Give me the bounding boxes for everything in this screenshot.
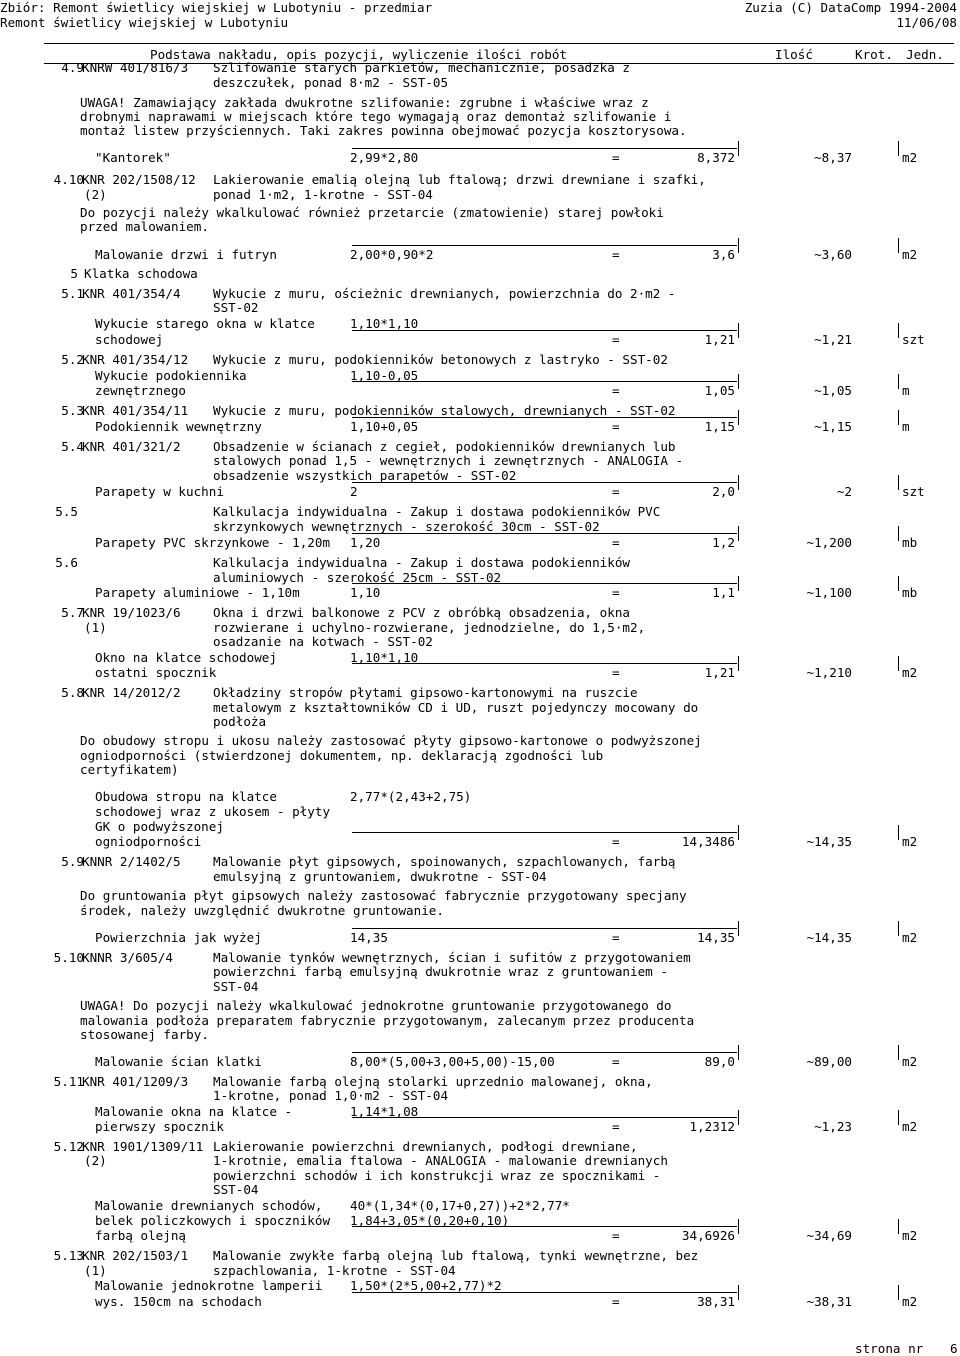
item-description: 1-krotne, ponad 1,0·m2 - SST-04: [213, 1088, 449, 1103]
item-number: 5.13: [53, 1248, 84, 1263]
unit-label: m2: [902, 1294, 918, 1309]
column-divider: [898, 656, 899, 671]
measurement-underline: [352, 330, 737, 331]
column-description: Podstawa nakładu, opis pozycji, wyliczenie ilości robót: [150, 47, 568, 62]
rounded-value: ~14,35: [806, 834, 852, 849]
measurement-label: Okno na klatce schodowej: [95, 650, 277, 665]
column-unit: Jedn.: [906, 47, 944, 62]
unit-label: m2: [902, 247, 918, 262]
measurement-underline: [352, 417, 737, 418]
column-quantity: Ilość: [775, 47, 813, 62]
quantity-value: 89,0: [704, 1054, 735, 1069]
item-description: deszczułek, ponad 8·m2 - SST-05: [213, 75, 449, 90]
header-top-rule: [44, 43, 954, 44]
unit-label: mb: [902, 535, 918, 550]
quantity-value: 1,15: [704, 419, 735, 434]
measurement-label: Wykucie starego okna w klatce: [95, 316, 315, 331]
column-divider: [738, 526, 739, 541]
item-note: drobnymi naprawami w miejscach które tego wymagają oraz demontaż szlifowanie i: [80, 109, 672, 124]
column-divider: [738, 921, 739, 936]
unit-label: m: [902, 383, 910, 398]
item-note: Do pozycji należy wkalkulować również przetarcie (zmatowienie) starej powłoki: [80, 205, 664, 220]
item-number: 5.3: [61, 403, 84, 418]
column-divider: [898, 1285, 899, 1300]
item-description: Lakierowanie emalią olejną lub ftalową; drzwi drewniane i szafki,: [213, 172, 706, 187]
item-description: SST-02: [213, 300, 259, 315]
item-number: 5.6: [55, 555, 78, 570]
quantity-value: 3,6: [712, 247, 735, 262]
quantity-formula: 1,10: [350, 585, 381, 600]
unit-label: m2: [902, 930, 918, 945]
equals-sign: =: [612, 332, 620, 347]
section-title: Klatka schodowa: [84, 266, 198, 281]
measurement-label: Powierzchnia jak wyżej: [95, 930, 262, 945]
measurement-label: "Kantorek": [95, 150, 171, 165]
item-description: Lakierowanie powierzchni drewnianych, podłogi drewniane,: [213, 1139, 638, 1154]
equals-sign: =: [612, 1294, 620, 1309]
equals-sign: =: [612, 484, 620, 499]
item-note: malowania podłoża preparatem fabrycznie przygotowanym, zalecanym przez producenta: [80, 1013, 695, 1028]
quantity-formula: 2: [350, 484, 358, 499]
equals-sign: =: [612, 150, 620, 165]
quantity-formula: 1,14*1,08: [350, 1104, 419, 1119]
item-description: Kalkulacja indywidualna - Zakup i dostawa podokienników: [213, 555, 631, 570]
quantity-formula: 2,77*(2,43+2,75): [350, 789, 472, 804]
quantity-formula: 1,10-0,05: [350, 368, 419, 383]
equals-sign: =: [612, 247, 620, 262]
measurement-label: Parapety aluminiowe - 1,10m: [95, 585, 300, 600]
quantity-formula: 1,20: [350, 535, 381, 550]
quantity-formula: 8,00*(5,00+3,00+5,00)-15,00: [350, 1054, 555, 1069]
rounded-value: ~1,23: [814, 1119, 852, 1134]
item-number: 4.9: [61, 60, 84, 75]
column-divider: [738, 475, 739, 490]
unit-label: mb: [902, 585, 918, 600]
item-description: metalowym z kształtowników CD i UD, ruszt pojedynczy mocowany do: [213, 700, 699, 715]
item-number: 5.2: [61, 352, 84, 367]
quantity-value: 14,35: [697, 930, 735, 945]
quantity-value: 1,2312: [689, 1119, 735, 1134]
unit-label: m2: [902, 150, 918, 165]
print-date: 11/06/08: [896, 15, 957, 30]
item-note: Do gruntowania płyt gipsowych należy zastosować fabrycznie przygotowany specjany: [80, 888, 687, 903]
quantity-formula: 2,00*0,90*2: [350, 247, 434, 262]
software-name: Zuzia (C) DataComp 1994-2004: [744, 0, 957, 15]
quantity-formula: 1,10*1,10: [350, 650, 419, 665]
column-divider: [898, 323, 899, 338]
measurement-label: Obudowa stropu na klatce: [95, 789, 277, 804]
measurement-underline: [352, 832, 737, 833]
measurement-label: GK o podwyższonej: [95, 819, 224, 834]
item-note: Do obudowy stropu i ukosu należy zastosować płyty gipsowo-kartonowe o podwyższonej: [80, 733, 702, 748]
measurement-label: Malowanie drewnianych schodów,: [95, 1198, 323, 1213]
item-description: osadzanie na kotwach - SST-02: [213, 634, 433, 649]
measurement-label: ostatni spocznik: [95, 665, 217, 680]
item-description: szpachlowania, 1-krotne - SST-04: [213, 1263, 456, 1278]
item-number: 5.1: [61, 286, 84, 301]
item-description: SST-04: [213, 979, 259, 994]
measurement-underline: [352, 1052, 737, 1053]
norm-code: KNR 202/1508/12: [82, 172, 196, 187]
measurement-underline: [352, 245, 737, 246]
column-divider: [898, 475, 899, 490]
quantity-formula: 1,10+0,05: [350, 419, 419, 434]
measurement-label: Malowanie drzwi i futryn: [95, 247, 277, 262]
measurement-label: Parapety w kuchni: [95, 484, 224, 499]
column-divider: [898, 1219, 899, 1234]
rounded-value: ~1,200: [806, 535, 852, 550]
measurement-underline: [352, 1292, 737, 1293]
measurement-label: Wykucie podokiennika: [95, 368, 247, 383]
equals-sign: =: [612, 665, 620, 680]
measurement-label: zewnętrznego: [95, 383, 186, 398]
item-note: certyfikatem): [80, 762, 179, 777]
item-note: UWAGA! Do pozycji należy wkalkulować jednokrotne gruntowanie przygotowanego do: [80, 998, 672, 1013]
measurement-label: belek policzkowych i spoczników: [95, 1213, 331, 1228]
unit-label: m2: [902, 1054, 918, 1069]
column-divider: [898, 238, 899, 253]
norm-code: KNR 401/354/4: [82, 286, 181, 301]
item-number: 5.5: [55, 504, 78, 519]
column-divider: [898, 1045, 899, 1060]
rounded-value: ~8,37: [814, 150, 852, 165]
norm-variant: (1): [84, 620, 107, 635]
norm-code: KNR 1901/1309/11: [82, 1139, 204, 1154]
rounded-value: ~1,100: [806, 585, 852, 600]
norm-code: KNR 14/2012/2: [82, 685, 181, 700]
measurement-underline: [352, 1226, 737, 1227]
column-divider: [898, 825, 899, 840]
equals-sign: =: [612, 1228, 620, 1243]
norm-variant: (2): [84, 1153, 107, 1168]
item-description: Malowanie płyt gipsowych, spoinowanych, szpachlowanych, farbą: [213, 854, 676, 869]
measurement-underline: [352, 928, 737, 929]
quantity-value: 38,31: [697, 1294, 735, 1309]
item-description: obsadzenie wszystkich parapetów - SST-02: [213, 468, 517, 483]
unit-label: m: [902, 419, 910, 434]
rounded-value: ~2: [836, 484, 852, 499]
column-divider: [898, 1110, 899, 1125]
column-divider: [738, 323, 739, 338]
measurement-label: ogniodporności: [95, 834, 202, 849]
measurement-label: farbą olejną: [95, 1228, 186, 1243]
quantity-formula: 14,35: [350, 930, 388, 945]
norm-code: KNRW 401/816/3: [82, 60, 189, 75]
document-title: Zbiór: Remont świetlicy wiejskiej w Lubotyniu - przedmiar: [0, 0, 433, 15]
rounded-value: ~38,31: [806, 1294, 852, 1309]
item-description: Malowanie farbą olejną stolarki uprzednio malowanej, okna,: [213, 1074, 653, 1089]
measurement-underline: [352, 663, 737, 664]
quantity-value: 1,1: [712, 585, 735, 600]
norm-code: KNR 401/354/11: [82, 403, 189, 418]
column-divider: [898, 141, 899, 156]
quantity-value: 34,6926: [681, 1228, 735, 1243]
column-divider: [898, 526, 899, 541]
item-description: emulsyjną z gruntowaniem, dwukrotne - SST-04: [213, 869, 547, 884]
item-description: rozwierane i uchylno-rozwierane, jednodzielne, do 1,5·m2,: [213, 620, 646, 635]
item-description: skrzynkowych wewnętrznych - szerokość 30cm - SST-02: [213, 519, 600, 534]
column-divider: [738, 825, 739, 840]
item-number: 5.4: [61, 439, 84, 454]
item-description: Obsadzenie w ścianach z cegieł, podokienników drewnianych lub: [213, 439, 676, 454]
item-note: montaż listew przyściennych. Taki zakres powinna obejmować pozycja kosztorysowa.: [80, 123, 687, 138]
measurement-label: Parapety PVC skrzynkowe - 1,20m: [95, 535, 331, 550]
item-number: 4.10: [53, 172, 84, 187]
item-description: podłoża: [213, 714, 267, 729]
unit-label: m2: [902, 1228, 918, 1243]
rounded-value: ~89,00: [806, 1054, 852, 1069]
measurement-underline: [352, 482, 737, 483]
item-description: powierzchni schodów i ich konstrukcji wraz ze spocznikami -: [213, 1168, 661, 1183]
norm-code: KNR 401/354/12: [82, 352, 189, 367]
quantity-formula: 1,50*(2*5,00+2,77)*2: [350, 1278, 502, 1293]
unit-label: szt: [902, 332, 925, 347]
equals-sign: =: [612, 383, 620, 398]
item-description: SST-04: [213, 1182, 259, 1197]
item-description: ponad 1·m2, 1-krotne - SST-04: [213, 187, 433, 202]
rounded-value: ~3,60: [814, 247, 852, 262]
column-divider: [898, 374, 899, 389]
item-description: Wykucie z muru, podokienników stalowych, drewnianych - SST-02: [213, 403, 676, 418]
column-divider: [738, 238, 739, 253]
column-divider: [738, 1110, 739, 1125]
column-divider: [738, 410, 739, 425]
column-divider: [738, 656, 739, 671]
item-description: Okładziny stropów płytami gipsowo-kartonowymi na ruszcie: [213, 685, 638, 700]
item-number: 5.9: [61, 854, 84, 869]
column-divider: [738, 576, 739, 591]
quantity-value: 2,0: [712, 484, 735, 499]
column-divider: [738, 1219, 739, 1234]
norm-variant: (1): [84, 1263, 107, 1278]
column-divider: [738, 1285, 739, 1300]
measurement-label: Malowanie ścian klatki: [95, 1054, 262, 1069]
quantity-value: 8,372: [697, 150, 735, 165]
measurement-underline: [352, 533, 737, 534]
rounded-value: ~14,35: [806, 930, 852, 945]
column-divider: [898, 410, 899, 425]
rounded-value: ~34,69: [806, 1228, 852, 1243]
item-description: Okna i drzwi balkonowe z PCV z obróbką obsadzenia, okna: [213, 605, 631, 620]
norm-code: KNR 401/1209/3: [82, 1074, 189, 1089]
equals-sign: =: [612, 834, 620, 849]
measurement-underline: [352, 148, 737, 149]
item-note: UWAGA! Zamawiający zakłada dwukrotne szlifowanie: zgrubne i właściwe wraz z: [80, 95, 649, 110]
item-note: przed malowaniem.: [80, 219, 209, 234]
measurement-label: wys. 150cm na schodach: [95, 1294, 262, 1309]
quantity-formula: 1,84+3,05*(0,20+0,10): [350, 1213, 510, 1228]
item-description: Malowanie tynków wewnętrznych, ścian i sufitów z przygotowaniem: [213, 950, 691, 965]
measurement-label: pierwszy spocznik: [95, 1119, 224, 1134]
measurement-underline: [352, 1117, 737, 1118]
unit-label: m2: [902, 834, 918, 849]
item-description: powierzchni farbą emulsyjną dwukrotnie wraz z gruntowaniem -: [213, 964, 668, 979]
equals-sign: =: [612, 930, 620, 945]
quantity-value: 1,21: [704, 665, 735, 680]
rounded-value: ~1,210: [806, 665, 852, 680]
item-number: 5.10: [53, 950, 84, 965]
measurement-label: Malowanie okna na klatce -: [95, 1104, 293, 1119]
quantity-value: 1,05: [704, 383, 735, 398]
equals-sign: =: [612, 1119, 620, 1134]
norm-code: KNNR 3/605/4: [82, 950, 173, 965]
measurement-label: schodowej wraz z ukosem - płyty: [95, 804, 331, 819]
item-description: stalowych ponad 1,5 - wewnętrznych i zewnętrznych - ANALOGIA -: [213, 453, 684, 468]
measurement-label: Malowanie jednokrotne lamperii: [95, 1278, 323, 1293]
rounded-value: ~1,15: [814, 419, 852, 434]
column-divider: [738, 141, 739, 156]
quantity-formula: 2,99*2,80: [350, 150, 419, 165]
item-description: aluminiowych - szerokość 25cm - SST-02: [213, 570, 502, 585]
equals-sign: =: [612, 419, 620, 434]
equals-sign: =: [612, 585, 620, 600]
norm-code: KNNR 2/1402/5: [82, 854, 181, 869]
quantity-formula: 1,10*1,10: [350, 316, 419, 331]
unit-label: szt: [902, 484, 925, 499]
measurement-underline: [352, 583, 737, 584]
item-number: 5.12: [53, 1139, 84, 1154]
measurement-underline: [352, 381, 737, 382]
unit-label: m2: [902, 1119, 918, 1134]
quantity-formula: 40*(1,34*(0,17+0,27))+2*2,77*: [350, 1198, 570, 1213]
norm-code: KNR 19/1023/6: [82, 605, 181, 620]
item-note: środek, należy uwzględnić dwukrotne gruntowanie.: [80, 903, 444, 918]
quantity-value: 1,21: [704, 332, 735, 347]
column-divider: [898, 576, 899, 591]
quantity-value: 1,2: [712, 535, 735, 550]
item-number: 5: [70, 266, 78, 281]
rounded-value: ~1,21: [814, 332, 852, 347]
norm-variant: (2): [84, 187, 107, 202]
rounded-value: ~1,05: [814, 383, 852, 398]
item-note: stosowanej farby.: [80, 1027, 209, 1042]
item-description: Kalkulacja indywidualna - Zakup i dostawa podokienników PVC: [213, 504, 661, 519]
page-number: 6: [950, 1341, 958, 1356]
item-description: Szlifowanie starych parkietów, mechanicznie, posadzka z: [213, 60, 631, 75]
equals-sign: =: [612, 535, 620, 550]
item-description: Wykucie z muru, podokienników betonowych z lastryko - SST-02: [213, 352, 668, 367]
column-divider: [738, 1045, 739, 1060]
quantity-value: 14,3486: [681, 834, 735, 849]
norm-code: KNR 202/1503/1: [82, 1248, 189, 1263]
norm-code: KNR 401/321/2: [82, 439, 181, 454]
column-divider: [898, 921, 899, 936]
equals-sign: =: [612, 1054, 620, 1069]
item-description: Malowanie zwykłe farbą olejną lub ftalową, tynki wewnętrzne, bez: [213, 1248, 699, 1263]
item-description: Wykucie z muru, ościeżnic drewnianych, powierzchnia do 2·m2 -: [213, 286, 676, 301]
item-note: ogniodporności (stwierdzonej dokumentem, np. deklaracją zgodności lub: [80, 748, 604, 763]
item-number: 5.11: [53, 1074, 84, 1089]
item-description: 1-krotnie, emalia ftalowa - ANALOGIA - malowanie drewnianych: [213, 1153, 668, 1168]
measurement-label: Podokiennik wewnętrzny: [95, 419, 262, 434]
project-name: Remont świetlicy wiejskiej w Lubotyniu: [0, 15, 289, 30]
column-rounded: Krot.: [855, 47, 893, 62]
measurement-label: schodowej: [95, 332, 164, 347]
page-number-label: strona nr: [855, 1341, 924, 1356]
unit-label: m2: [902, 665, 918, 680]
item-number: 5.7: [61, 605, 84, 620]
item-number: 5.8: [61, 685, 84, 700]
column-divider: [738, 374, 739, 389]
